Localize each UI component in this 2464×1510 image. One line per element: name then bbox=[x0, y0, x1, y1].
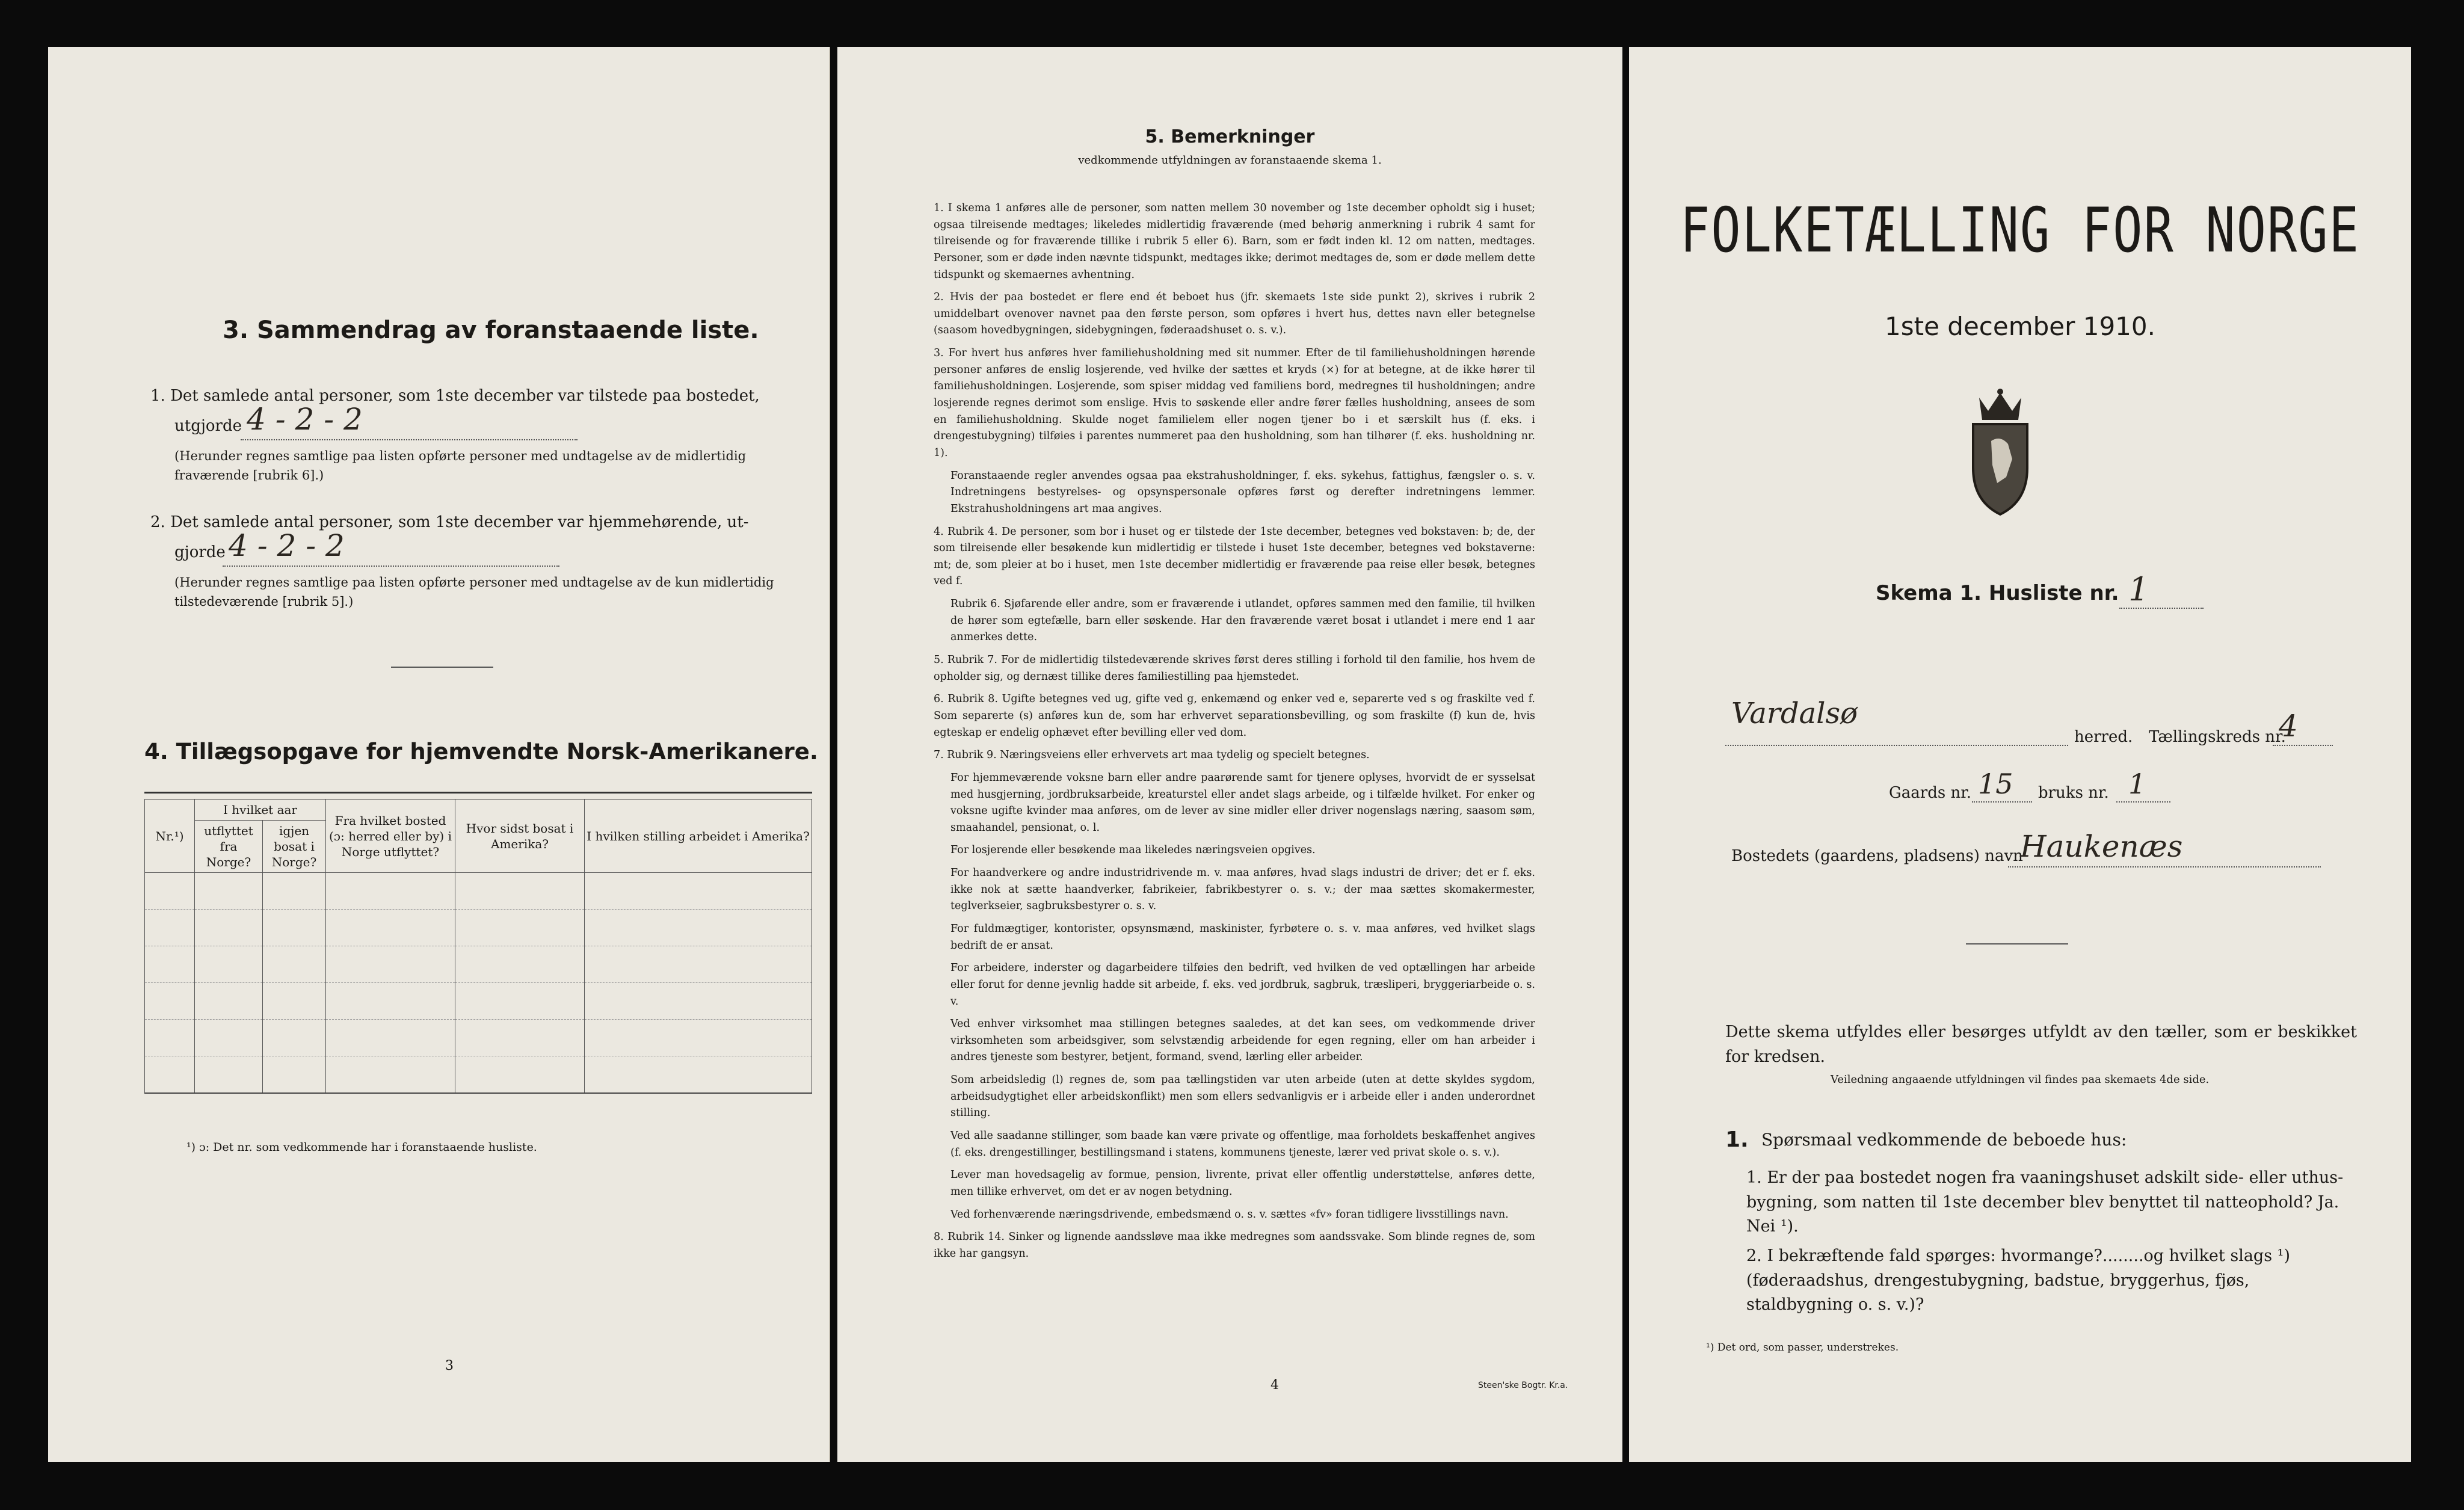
table-row bbox=[145, 873, 812, 910]
remark-7f: Ved enhver virksomhet maa stillingen betegnes saaledes, at det kan sees, om vedkommende driver virksomheten som arbeidsgiver, som selvstændig arbeidende for egen regning, eller om han arbeider i andres tjeneste som bestyrer, betjent, formand, svend, lærling eller arbeider. bbox=[950, 1018, 1535, 1064]
remark-7e: For arbeidere, inderster og dagarbeidere tilføies den bedrift, ved hvilken de ved optællingen har arbeide eller forut for denne jevnlig hadde sit arbeide, f. eks. ved jordbruk, sagbruk, træsliperi, bryggeriarbeide o. s. v. bbox=[950, 962, 1535, 1008]
col-nr: Nr.¹) bbox=[145, 800, 195, 873]
remark-6: 6. Rubrik 8. Ugifte betegnes ved ug, gifte ved g, enkemænd og enker ved e, separerte ved s og fraskilte ved f. Som separerte (s) anføres kun de, som har erhvervet separationsbevilling, og som fraskilte (f) kun de, hvis egteskap er endelig ophævet efter bevilling eller ved dom. bbox=[934, 693, 1535, 739]
page-middle bbox=[837, 47, 1622, 1462]
coat-of-arms-icon bbox=[1955, 387, 2045, 519]
remark-7c: For haandverkere og andre industridrivende m. v. maa anføres, hvad slags industri de driver; det er f. eks. ikke nok at sætte haandverker, fabrikeier, fabrikbestyrer o. s. v.; der maa sættes skomakermester, teglverkseier, sagbruksbestyrer o. s. v. bbox=[950, 867, 1535, 913]
table-row bbox=[145, 1020, 812, 1056]
s3-item1-note: (Herunder regnes samtlige paa listen opførte personer med undtagelse av de midlertidig fraværende [rubrik 6].) bbox=[174, 449, 747, 482]
remark-3: 3. For hvert hus anføres hver familiehusholdning med sit nummer. Efter de til familiehusholdningen hørende personer anføres de enslig losjerende, ved hvilke der sættes et kryds (×) for at betegne, at de ikke hører til familiehusholdningen. Losjerende, som spiser middag ved familiens bord, medregnes til husholdningen; andre losjerende regnes derimot som enslige. Hvis to søskende eller andre fører fælles husholdning, ansees de som en familiehusholdning. Skulde noget familielem eller nogen tjener bo i et særskilt hus (f. eks. i drengestubygning) tilføies i parentes nummeret paa den husholdning, som han tilhører (f. eks. husholdning nr. 1). bbox=[934, 347, 1535, 459]
questions-title: Spørsmaal vedkommende de beboede hus: bbox=[1761, 1130, 2127, 1150]
section-4-title: 4. Tillægsopgave for hjemvendte Norsk-Amerikanere. bbox=[144, 739, 818, 765]
bruks-label: bruks nr. bbox=[2038, 784, 2109, 802]
remark-7: 7. Rubrik 9. Næringsveiens eller erhvervets art maa tydelig og specielt betegnes. bbox=[934, 749, 1370, 762]
page-number-3: 3 bbox=[445, 1358, 454, 1373]
remark-7j: Ved forhenværende næringsdrivende, embedsmænd o. s. v. sættes «fv» foran tidligere livsstillings navn. bbox=[950, 1208, 1509, 1221]
s3-item1-line bbox=[241, 439, 578, 440]
section-3-title: 3. Sammendrag av foranstaaende liste. bbox=[223, 316, 759, 344]
printer-mark: Steen'ske Bogtr. Kr.a. bbox=[1478, 1381, 1568, 1390]
kreds-label: Tællingskreds nr. bbox=[2149, 728, 2286, 746]
question-2: 2. I bekræftende fald spørges: hvormange?........og hvilket slags ¹) (føderaadshus, drengestubygning, badstue, bryggerhus, fjøs, staldbygning o. s. v.)? bbox=[1746, 1247, 2291, 1314]
remark-2: 2. Hvis der paa bostedet er flere end ét beboet hus (jfr. skemaets 1ste side punkt 2), skrives i rubrik 2 umiddelbart ovenover navnet paa den første person, som opføres i hvert hus, dettes navn eller betegnelse (saasom hovedbygningen, sidebygningen, føderaadshuset o. s. v.). bbox=[934, 291, 1535, 337]
col-utflyttet: utflyttet fra Norge? bbox=[195, 821, 263, 873]
remarks-body bbox=[934, 200, 1535, 1269]
divider-ornament bbox=[1966, 943, 2068, 945]
page-left bbox=[48, 47, 830, 1462]
remark-7g: Som arbeidsledig (l) regnes de, som paa tællingstiden var uten arbeide (uten at dette skyldes sygdom, arbeidsudygtighet eller arbeidskonflikt) men som ellers sedvanligvis er i arbeide eller i anden underordnet stilling. bbox=[950, 1074, 1535, 1120]
norsk-amerikanere-table bbox=[144, 799, 812, 1094]
table-footnote: ¹) ɔ: Det nr. som vedkommende har i foranstaaende husliste. bbox=[186, 1141, 537, 1154]
s3-item2: 2. Det samlede antal personer, som 1ste december var hjemmehørende, ut- bbox=[150, 513, 749, 531]
col-group-year: I hvilket aar bbox=[195, 800, 326, 821]
remarks-title: 5. Bemerkninger bbox=[1145, 126, 1315, 147]
s3-item2-label: gjorde bbox=[174, 543, 226, 561]
kreds-line bbox=[2273, 745, 2333, 746]
bruks-value: 1 bbox=[2128, 768, 2146, 800]
husliste-nr-value: 1 bbox=[2128, 570, 2149, 608]
col-stilling: I hvilken stilling arbeidet i Amerika? bbox=[585, 800, 812, 873]
s3-item2-value: 4 - 2 - 2 bbox=[229, 528, 345, 563]
bosted-value: Haukenæs bbox=[2020, 829, 2183, 864]
instruction-text: Dette skema utfyldes eller besørges utfyldt av den tæller, som er beskikket for kredsen. bbox=[1725, 1023, 2357, 1066]
gaards-line bbox=[1972, 801, 2032, 803]
footnote-right: ¹) Det ord, som passer, understrekes. bbox=[1706, 1342, 1899, 1354]
question-1: 1. Er der paa bostedet nogen fra vaaningshuset adskilt side- eller uthus-bygning, som natten til 1ste december blev benyttet til natteophold? Ja. Nei ¹). bbox=[1746, 1168, 2344, 1236]
bosted-line bbox=[2008, 866, 2321, 867]
remark-1: 1. I skema 1 anføres alle de personer, som natten mellem 30 november og 1ste december opholdt sig i huset; ogsaa tilreisende medtages; likeledes midlertidig fraværende (med behørig anmerkning i rubrik 4 samt for tilreisende og for fraværende tillike i rubrik 5 eller 6). Barn, som er født inden kl. 12 om natten, medtages. Personer, som er døde inden nævnte tidspunkt, medtages ikke; derimot medtages de, som er døde mellem dette tidspunkt og skemaernes avhentning. bbox=[934, 202, 1535, 281]
remark-7h: Ved alle saadanne stillinger, som baade kan være private og offentlige, maa forholdets beskaffenhet angives (f. eks. drengestillinger, bestillingsmand i statens, kommunens tjeneste, lærer ved privat skole o. s. v.). bbox=[950, 1130, 1535, 1159]
bruks-line bbox=[2116, 801, 2170, 803]
table-top-rule bbox=[144, 792, 812, 794]
s3-item2-note: (Herunder regnes samtlige paa listen opførte personer med undtagelse av de kun midlertidig tilstedeværende [rubrik 5].) bbox=[174, 575, 774, 609]
table-row bbox=[145, 910, 812, 946]
s3-item1-label: utgjorde bbox=[174, 417, 242, 435]
table-row bbox=[145, 1056, 812, 1094]
table-row bbox=[145, 983, 812, 1020]
remark-7b: For losjerende eller besøkende maa likeledes næringsveien opgives. bbox=[950, 844, 1316, 857]
q-number-1: 1. bbox=[1725, 1127, 1749, 1152]
herred-value: Vardalsø bbox=[1731, 697, 1858, 730]
kreds-value: 4 bbox=[2279, 709, 2298, 744]
remark-7d: For fuldmægtiger, kontorister, opsynsmænd, maskinister, fyrbøtere o. s. v. maa anføres, ved hvilket slags bedrift de er ansat. bbox=[950, 922, 1535, 952]
remark-7i: Lever man hovedsagelig av formue, pension, livrente, privat eller offentlig understøttelse, anføres dette, men tillike erhvervet, om det er av nogen betydning. bbox=[950, 1169, 1535, 1198]
table-row bbox=[145, 946, 812, 983]
husliste-line bbox=[2119, 608, 2204, 609]
col-fra: Fra hvilket bosted (ɔ: herred eller by) i Norge utflyttet? bbox=[326, 800, 455, 873]
remark-7a: For hjemmeværende voksne barn eller andre paarørende samt for tjenere oplyses, hvorvidt de er sysselsat med husgjerning, jordbruksarbeide, kreaturstel eller andet slags arbeide, og i tilfælde hvilket. For enker og voksne ugifte kvinder maa anføres, om de lever av sine midler eller driver nogenslags næring, saasom søm, smaahandel, pensionat, o. l. bbox=[950, 771, 1535, 834]
s3-item1: 1. Det samlede antal personer, som 1ste december var tilstede paa bostedet, bbox=[150, 387, 760, 405]
s3-item1-value: 4 - 2 - 2 bbox=[247, 402, 363, 437]
page-right bbox=[1629, 47, 2411, 1462]
herred-line bbox=[1725, 745, 2068, 746]
col-igjen: igjen bosat i Norge? bbox=[263, 821, 326, 873]
census-date: 1ste december 1910. bbox=[1885, 312, 2155, 341]
herred-label: herred. bbox=[2074, 728, 2133, 746]
remark-8: 8. Rubrik 14. Sinker og lignende aandssløve maa ikke medregnes som aandssvake. Som blinde regnes de, som ikke har gangsyn. bbox=[934, 1231, 1535, 1260]
remark-4b: Rubrik 6. Sjøfarende eller andre, som er fraværende i utlandet, opføres sammen med den familie, til hvilken de hører som egtefælle, barn eller søskende. Har den fraværende været bosat i utlandet i mere end 1 aar anmerkes dette. bbox=[950, 598, 1535, 644]
col-hvor: Hvor sidst bosat i Amerika? bbox=[455, 800, 585, 873]
gaards-label: Gaards nr. bbox=[1889, 784, 1972, 802]
divider bbox=[391, 667, 493, 668]
census-title: FOLKETÆLLING FOR NORGE bbox=[1680, 195, 2361, 267]
s3-item2-line bbox=[223, 565, 559, 567]
remark-5: 5. Rubrik 7. For de midlertidig tilstedeværende skrives først deres stilling i forhold til den familie, hos hvem de opholder sig, og dernæst tillike deres familiestilling paa hjemstedet. bbox=[934, 654, 1535, 683]
remark-4: 4. Rubrik 4. De personer, som bor i huset og er tilstede der 1ste december, betegnes ved bokstaven: b; de, der som tilreisende eller besøkende kun midlertidig er tilstede i huset 1ste december, betegnes ved bokstaverne: mt; de, som pleier at bo i huset, men 1ste december midlertidig er fraværende paa reise eller besøk, betegnes ved f. bbox=[934, 525, 1535, 588]
remark-3b: Foranstaaende regler anvendes ogsaa paa ekstrahusholdninger, f. eks. sykehus, fattighus, fængsler o. s. v. Indretningens bestyrelses- og opsynspersonale opføres først og derefter indretningens lemmer. Ekstrahusholdningens art maa angives. bbox=[950, 469, 1535, 515]
remarks-subtitle: vedkommende utfyldningen av foranstaaende skema 1. bbox=[1078, 154, 1382, 167]
instruction-small: Veiledning angaaende utfyldningen vil findes paa skemaets 4de side. bbox=[1831, 1073, 2210, 1086]
page-number-4: 4 bbox=[1270, 1378, 1279, 1393]
gaards-value: 15 bbox=[1978, 768, 2013, 800]
schema-label: Skema 1. Husliste nr. bbox=[1876, 581, 2119, 605]
bosted-label: Bostedets (gaardens, pladsens) navn bbox=[1731, 847, 2023, 865]
